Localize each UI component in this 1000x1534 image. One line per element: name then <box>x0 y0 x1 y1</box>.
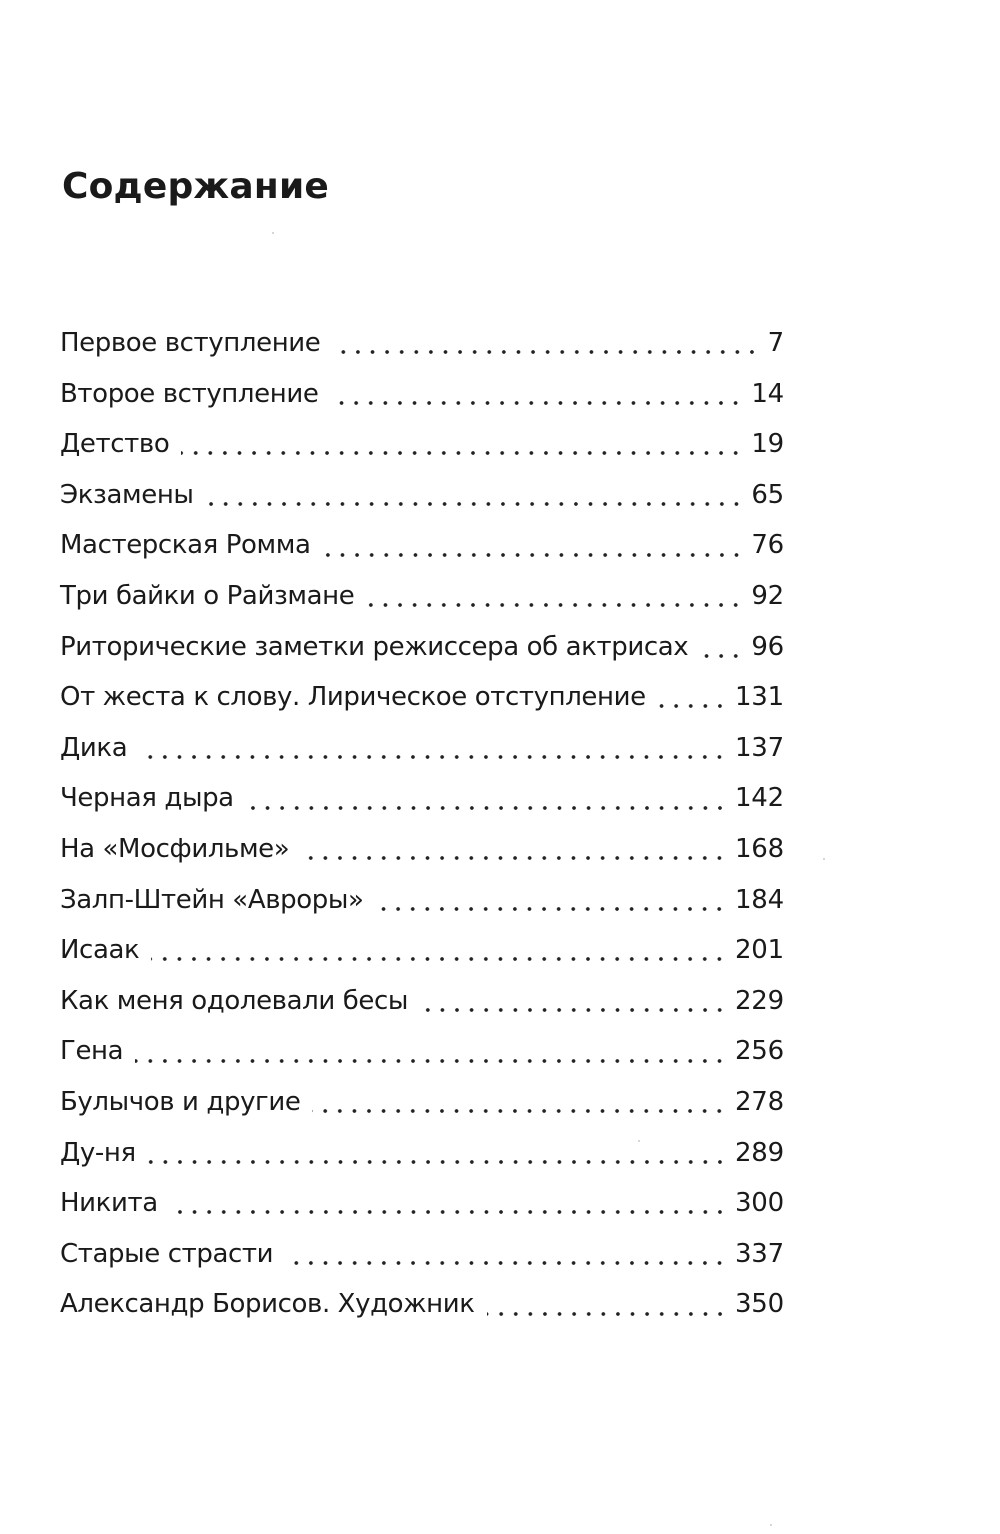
toc-entry-page: 278 <box>734 1086 784 1117</box>
dot-leader <box>170 1209 727 1215</box>
dot-leader <box>135 1058 727 1064</box>
dot-leader <box>181 450 743 456</box>
dot-leader <box>139 754 727 760</box>
toc-entry <box>60 824 784 875</box>
toc-entry-page: 300 <box>734 1188 784 1219</box>
toc-entry-title: Булычов и другие <box>60 1086 301 1117</box>
dot-leader <box>332 349 759 355</box>
toc-entry-title: Александр Борисов. Художник <box>60 1289 475 1320</box>
toc-entry-title: Первое вступление <box>60 328 321 358</box>
toc-entry-title: От жеста к слову. Лирическое отступление <box>60 682 646 713</box>
toc-entry-page: 168 <box>734 833 784 864</box>
toc-entry-page: 7 <box>767 328 784 358</box>
dot-leader <box>700 653 743 659</box>
dot-leader <box>312 1108 727 1114</box>
dot-leader <box>658 703 727 709</box>
toc-entry-page: 96 <box>751 631 784 662</box>
toc-entry-page: 65 <box>751 479 784 510</box>
toc-entry-title: Никита <box>60 1188 158 1219</box>
paper-speck <box>770 1524 772 1526</box>
toc-entry <box>60 723 784 774</box>
toc-entry-page: 289 <box>734 1137 784 1168</box>
toc-entry-title: Залп-Штейн «Авроры» <box>60 884 364 915</box>
toc-entry-page: 19 <box>751 429 784 460</box>
toc-entry-title: Ду-ня <box>60 1137 136 1168</box>
paper-speck <box>638 1140 640 1142</box>
toc-entry <box>60 976 784 1027</box>
dot-leader <box>366 602 743 608</box>
toc-entry-page: 142 <box>734 783 784 814</box>
paper-speck <box>272 232 274 234</box>
toc-entry-title: Старые страсти <box>60 1238 274 1269</box>
dot-leader <box>151 956 727 962</box>
toc-entry <box>60 318 784 369</box>
toc-entry-page: 201 <box>734 935 784 966</box>
dot-leader <box>301 855 727 861</box>
toc-entry-title: Экзамены <box>60 479 194 510</box>
toc-entry-page: 76 <box>751 530 784 561</box>
dot-leader <box>246 805 727 811</box>
toc-entry <box>60 419 784 470</box>
toc-entry-title: Черная дыра <box>60 783 234 814</box>
toc-entry <box>60 672 784 723</box>
toc-entry <box>60 622 784 673</box>
table-of-contents <box>60 318 784 1330</box>
toc-entry <box>60 925 784 976</box>
toc-entry <box>60 1026 784 1077</box>
toc-entry <box>60 1229 784 1280</box>
dot-leader <box>420 1007 727 1013</box>
dot-leader <box>323 552 744 558</box>
toc-entry <box>60 520 784 571</box>
dot-leader <box>148 1159 727 1165</box>
dot-leader <box>285 1260 727 1266</box>
dot-leader <box>375 906 726 912</box>
toc-entry <box>60 1178 784 1229</box>
toc-entry-page: 229 <box>734 985 784 1016</box>
toc-entry-title: На «Мосфильме» <box>60 833 290 864</box>
toc-entry-page: 137 <box>734 732 784 763</box>
toc-entry-page: 131 <box>734 682 784 713</box>
toc-entry <box>60 571 784 622</box>
toc-entry <box>60 1279 784 1330</box>
dot-leader <box>206 501 744 507</box>
toc-entry-title: Исаак <box>60 935 140 966</box>
toc-entry-page: 184 <box>734 884 784 915</box>
toc-entry-page: 337 <box>734 1238 784 1269</box>
toc-entry <box>60 875 784 926</box>
toc-entry-title: Детство <box>60 429 170 460</box>
toc-entry-title: Мастерская Ромма <box>60 530 311 561</box>
toc-entry-title: Как меня одолевали бесы <box>60 985 408 1016</box>
toc-entry <box>60 1077 784 1128</box>
toc-entry-page: 256 <box>734 1036 784 1067</box>
paper-speck <box>823 858 825 860</box>
toc-entry <box>60 369 784 420</box>
toc-entry-title: Гена <box>60 1036 124 1067</box>
toc-entry <box>60 470 784 521</box>
page-title: Содержание <box>62 166 330 207</box>
toc-entry <box>60 773 784 824</box>
toc-entry-page: 92 <box>751 580 784 611</box>
toc-entry-title: Дика <box>60 732 128 763</box>
dot-leader <box>487 1311 727 1317</box>
toc-entry-title: Три байки о Райзмане <box>60 580 355 611</box>
dot-leader <box>330 400 743 406</box>
toc-entry-page: 350 <box>734 1289 784 1320</box>
toc-entry-title: Риторические заметки режиссера об актрисах <box>60 631 689 662</box>
toc-entry <box>60 1128 784 1179</box>
toc-entry-title: Второе вступление <box>60 378 319 409</box>
toc-entry-page: 14 <box>751 378 784 409</box>
